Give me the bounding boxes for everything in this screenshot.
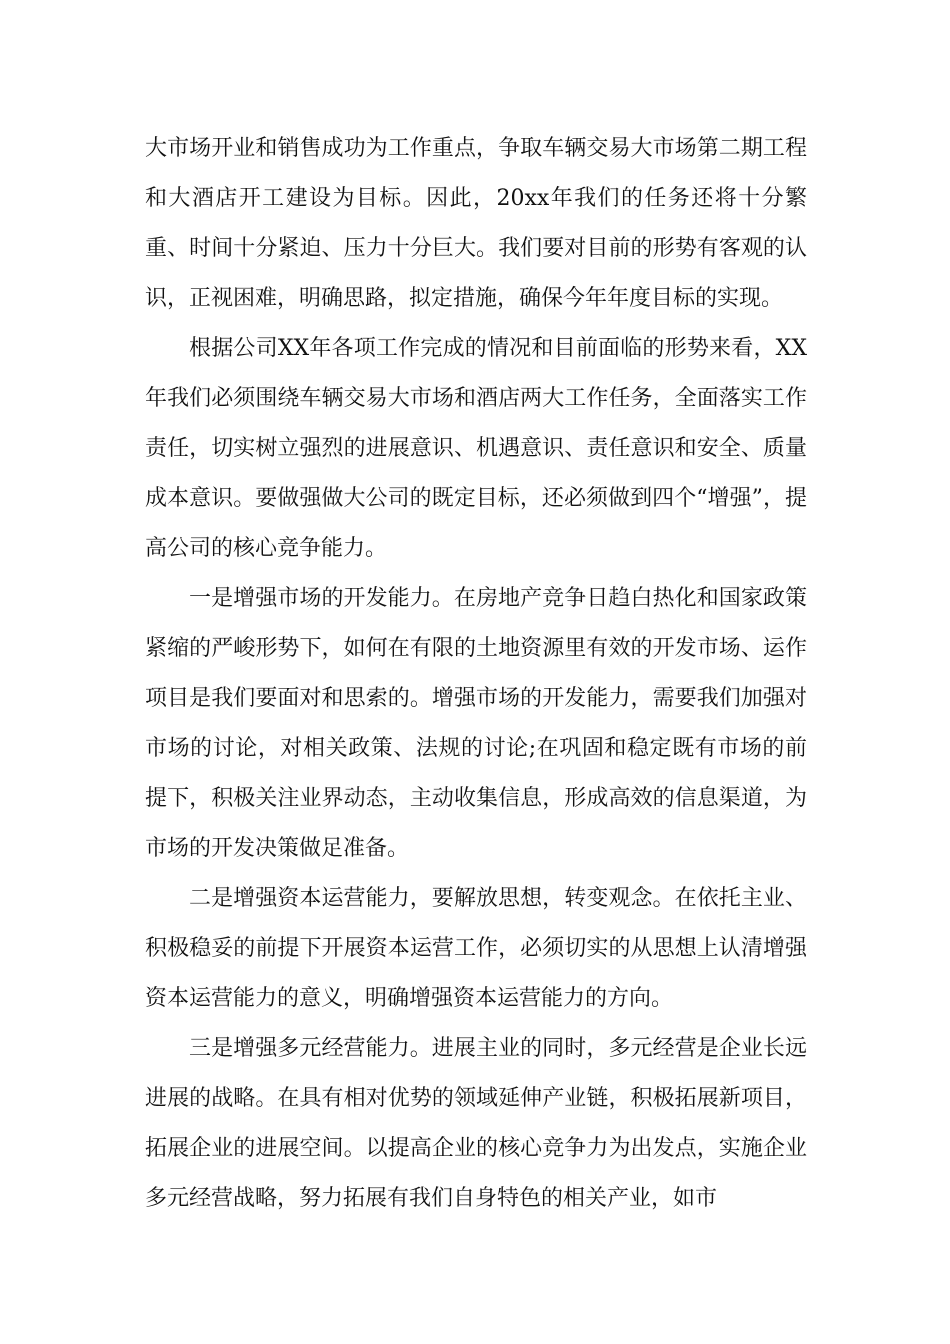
paragraph-3: 一是增强市场的开发能力。在房地产竞争日趋白热化和国家政策紧缩的严峻形势下，如何在有限的土地资源里有效的开发市场、运作项目是我们要面对和思索的。增强市场的开发能力，需要我们加强对市场的讨论，对相关政策、法规的讨论;在巩固和稳定既有市场的前提下，积极关注业界动态，主动收集信息，形成高效的信息渠道，为市场的开发决策做足准备。 bbox=[145, 586, 807, 861]
document-body bbox=[145, 124, 807, 1224]
paragraph-4: 二是增强资本运营能力，要解放思想，转变观念。在依托主业、积极稳妥的前提下开展资本运营工作，必须切实的从思想上认清增强资本运营能力的意义，明确增强资本运营能力的方向。 bbox=[145, 886, 807, 1011]
paragraph-1: 大市场开业和销售成功为工作重点，争取车辆交易大市场第二期工程和大酒店开工建设为目标。因此，20xx年我们的任务还将十分繁重、时间十分紧迫、压力十分巨大。我们要对目前的形势有客观的认识，正视困难，明确思路，拟定措施，确保今年年度目标的实现。 bbox=[145, 136, 807, 311]
paragraph-2: 根据公司XX年各项工作完成的情况和目前面临的形势来看，XX年我们必须围绕车辆交易大市场和酒店两大工作任务，全面落实工作责任，切实树立强烈的进展意识、机遇意识、责任意识和安全、质量成本意识。要做强做大公司的既定目标，还必须做到四个“增强”，提高公司的核心竞争能力。 bbox=[145, 336, 807, 561]
paragraph-5: 三是增强多元经营能力。进展主业的同时，多元经营是企业长远进展的战略。在具有相对优势的领域延伸产业链，积极拓展新项目，拓展企业的进展空间。以提高企业的核心竞争力为出发点，实施企业多元经营战略，努力拓展有我们自身特色的相关产业，如市 bbox=[145, 1036, 807, 1211]
